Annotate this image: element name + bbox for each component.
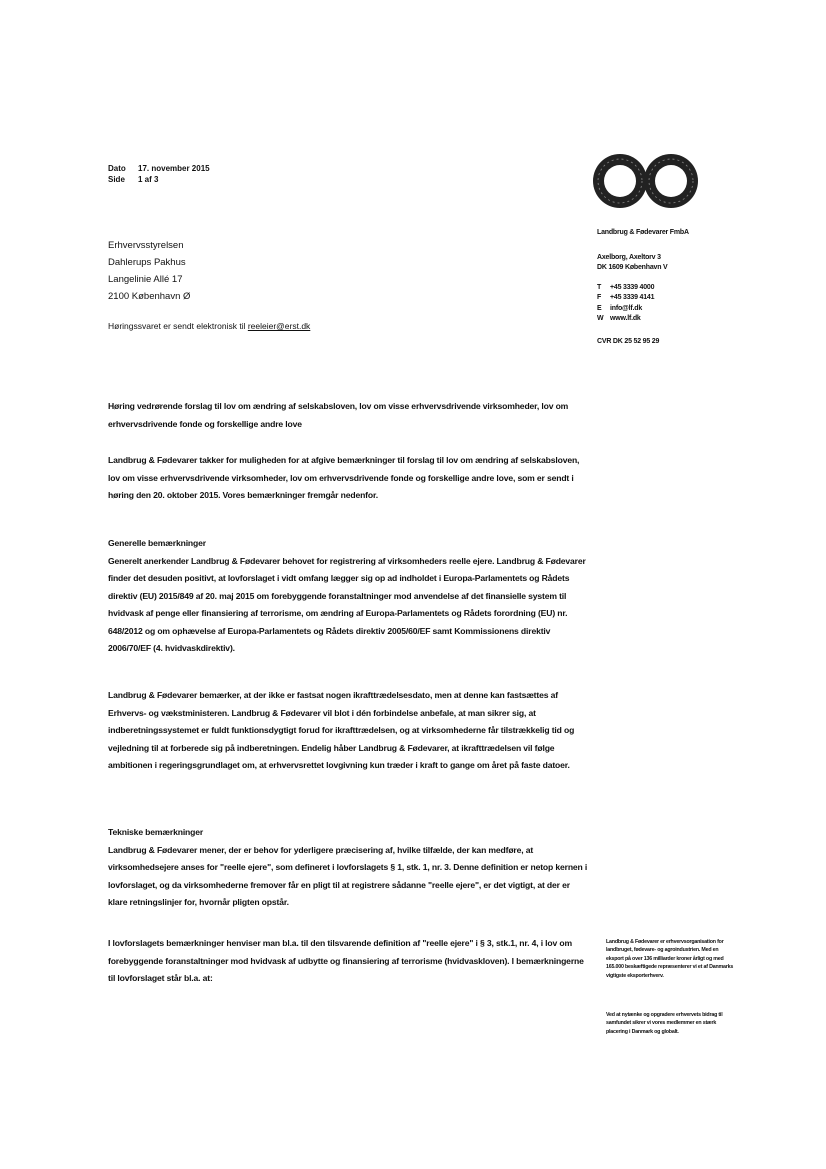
recipient-line-4: 2100 København Ø (108, 291, 191, 302)
fax-label: F (597, 294, 602, 301)
intro-paragraph: Landbrug & Fødevarer takker for muligheden for at afgive bemærkninger til forslag til lov om ændring af selskabsloven, lov om visse erhvervsdrivende virksomheder, lov om erhvervsdrivende fonde og forskellige andre love, som er sendt i høring den 20. oktober 2015. Vores bemærkninger fremgår nedenfor. (108, 455, 580, 500)
email-label: E (597, 304, 602, 312)
email-value: info@lf.dk (610, 304, 643, 312)
sent-note-text: Høringssvaret er sendt elektronisk til (108, 321, 248, 331)
page-label: Side (108, 175, 125, 184)
recipient-line-1: Erhvervsstyrelsen (108, 240, 184, 251)
technical-heading: Tekniske bemærkninger (108, 827, 204, 837)
recipient-line-3: Langelinie Allé 17 (108, 274, 183, 285)
fax-value: +45 3339 4141 (610, 294, 655, 301)
sidebar-mission: Ved at nytænke og opgradere erhvervets bidrag til samfundet sikrer vi vores medlemmer en stærk placering i Danmark og globalt. (606, 1012, 723, 1035)
sidebar-about: Landbrug & Fødevarer er erhvervsorganisation for landbruget, fødevare- og agroindustrien. Med en eksport på over 136 milliarder kroner årligt og med 165.000 beskæftigede repræsenterer vi et af Danmarks vigtigste eksporterhverv. (606, 939, 734, 979)
entry-into-force-paragraph: Landbrug & Fødevarer bemærker, at der ikke er fastsat nogen ikrafttrædelsesdato, men at denne kan fastsættes af Erhvervs- og vækstministeren. Landbrug & Fødevarer vil blot i dén forbindelse anbefale, at man sikrer sig, at indberetningssystemet er fuldt funktionsdygtigt forud for ikrafttrædelsen, og at virksomhederne får tilstrækkelig tid og vejledning til at forberede sig på indberetningen. Endelig håber Landbrug & Fødevarer, at ikrafttrædelsen vil følge ambitionen i regeringsgrundlaget om, at erhvervsrettet lovgivning kun træder i kraft to gange om året på faste datoer. (108, 690, 575, 770)
cvr-number: CVR DK 25 52 95 29 (597, 337, 660, 345)
page-value: 1 af 3 (138, 175, 159, 184)
company-address-1: Axelborg, Axeltorv 3 (597, 253, 661, 261)
definition-paragraph: I lovforslagets bemærkninger henviser man bl.a. til den tilsvarende definition af "reelle ejere" i § 3, stk.1, nr. 4, i lov om forebyggende foranstaltninger mod hvidvask af udbytte og finansiering af terrorisme (hvidvaskloven). I bemærkningerne til lovforslaget står bl.a. at: (108, 938, 584, 983)
sent-note-email-link[interactable]: reeleier@erst.dk (247, 321, 311, 331)
recipient-line-2: Dahlerups Pakhus (108, 257, 186, 268)
sent-note (108, 321, 310, 331)
general-section (108, 535, 588, 658)
general-heading: Generelle bemærkninger (108, 538, 206, 548)
date-value: 17. november 2015 (138, 164, 210, 173)
phone-label: T (597, 283, 602, 291)
recipient-address (108, 237, 190, 305)
technical-paragraph: Landbrug & Fødevarer mener, der er behov for yderligere præcisering af, hvilke tilfælde, der kan medføre, at virksomhedsejere anses for "reelle ejere", som defineret i lovforslagets § 1, stk. 1, nr. 3. Denne definition er netop kernen i lovforslaget, og da virksomhederne fremover får en pligt til at registrere sådanne "reelle ejere", er det vigtigt, at der er klare retningslinjer for, hvornår pligten opstår. (108, 844, 588, 907)
company-name: Landbrug & Fødevarer FmbA (597, 229, 689, 236)
letter-meta (108, 163, 210, 185)
date-label: Dato (108, 164, 126, 173)
web-value: www.lf.dk (610, 315, 641, 322)
general-paragraph: Generelt anerkender Landbrug & Fødevarer behovet for registrering af virksomheders reelle ejere. Landbrug & Fødevarer finder det desuden positivt, at lovforslaget i vidt omfang lægger sig op ad indholdet i Europa-Parlamentets og Rådets direktiv (EU) 2015/849 af 20. maj 2015 om forebyggende foranstaltninger mod anvendelse af det finansielle system til hvidvask af penge eller finansiering af terrorisme, om ændring af Europa-Parlamentets og Rådets forordning (EU) nr. 648/2012 og om ophævelse af Europa-Parlamentets og Rådets direktiv 2005/60/EF samt Kommissionens direktiv 2006/70/EF (4. hvidvaskdirektiv). (108, 555, 586, 653)
company-logo (588, 150, 703, 212)
technical-section (108, 824, 588, 912)
company-info (597, 228, 689, 347)
phone-value: +45 3339 4000 (610, 283, 655, 291)
web-label: W (597, 315, 604, 322)
letter-title: Høring vedrørende forslag til lov om ændring af selskabsloven, lov om visse erhvervsdrivende virksomheder, lov om erhvervsdrivende fonde og forskellige andre love (108, 401, 569, 429)
company-address-2: DK 1609 København V (597, 264, 668, 271)
